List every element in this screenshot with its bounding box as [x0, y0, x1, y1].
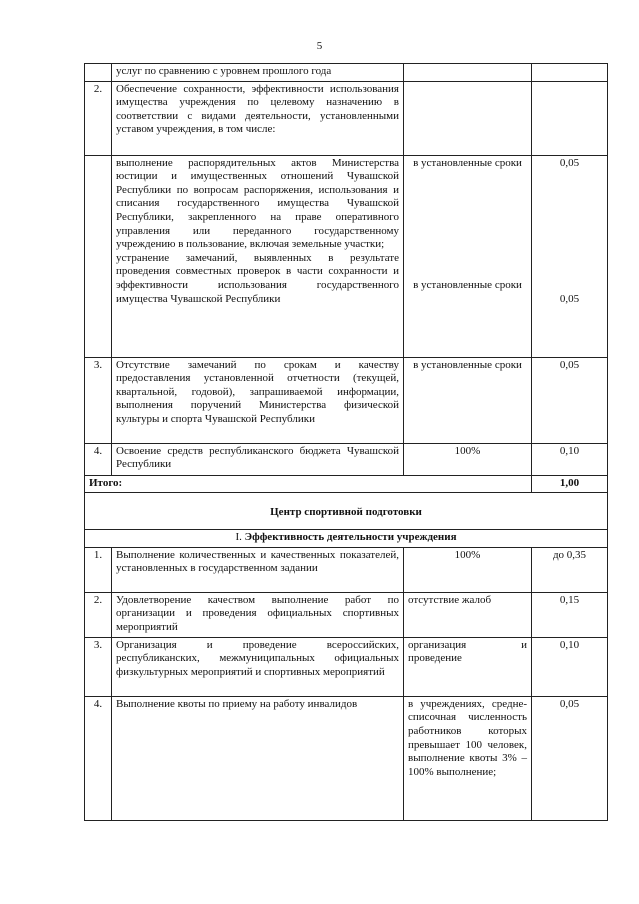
- weight-value: 0,05: [559, 156, 580, 169]
- indicator-text: Удовлетворение качеством выполнение работ по организации и проведения официальных спортивных мероприятий: [112, 592, 404, 637]
- row-number: 2.: [85, 592, 112, 637]
- indicator-text: Отсутствие замечаний по срокам и качеству предоставления установленной отчетности (текущей, квартальной, годовой), запрашиваемой информации, выполнения поручений Министерства физической культуры и спорта Чувашской Республики: [112, 357, 404, 443]
- criterion-text: в установленные сроки: [413, 156, 522, 169]
- row-number: 4.: [85, 443, 112, 475]
- table-row: [85, 637, 608, 696]
- criteria-table: [84, 63, 608, 821]
- table-row: [85, 357, 608, 443]
- table-row: [85, 81, 608, 155]
- weight-cell: [532, 155, 608, 357]
- weight-value: [532, 64, 608, 82]
- table-row: [85, 155, 608, 357]
- table-row: [85, 547, 608, 592]
- criterion-text: 100%: [404, 547, 532, 592]
- indicator-text: Обеспечение сохранности, эффективности использования имущества учреждения по целевому назначению в соответствии с видами деятельности, установленными уставом учреждения, в том числе:: [112, 81, 404, 155]
- row-number: [85, 64, 112, 82]
- criterion-text: [404, 64, 532, 82]
- weight-value: до 0,35: [532, 547, 608, 592]
- criterion-cell: [404, 155, 532, 357]
- section-prefix: I.: [235, 531, 245, 544]
- section-header-row: [85, 530, 608, 548]
- row-number: 3.: [85, 637, 112, 696]
- indicator-text: Выполнение количественных и качественных показателей, установленных в государственном задании: [112, 547, 404, 592]
- section-title: Эффективность деятельности учреждения: [244, 531, 457, 544]
- indicator-cell: [112, 155, 404, 357]
- weight-value: 0,05: [532, 357, 608, 443]
- row-number: [85, 155, 112, 357]
- indicator-text: Освоение средств республиканского бюджета Чувашской Республики: [112, 443, 404, 475]
- row-number: 2.: [85, 81, 112, 155]
- criterion-text: организация и проведение: [404, 637, 532, 696]
- criterion-text: 100%: [404, 443, 532, 475]
- row-number: 3.: [85, 357, 112, 443]
- sub-indicator-text: выполнение распорядительных актов Министерства юстиции и имущественных отношений Чувашской Республики по вопросам распоряжения, использования и списания государственного имущества Чувашской Республики, закрепленного на праве оперативного управления или переданного государственному учреждению в пользование, включая земельные участки;: [116, 156, 399, 251]
- indicator-text: Организация и проведение всероссийских, республиканских, межмуниципальных официальных физкультурных мероприятий и спортивных мероприятий: [112, 637, 404, 696]
- criterion-text: в учреждениях, средне-списочная численность работников которых превышает 100 человек, выполнение квоты 3% – 100% выполнение;: [404, 696, 532, 820]
- criterion-text: [404, 81, 532, 155]
- criterion-text: отсутствие жалоб: [404, 592, 532, 637]
- total-row: [85, 475, 608, 493]
- institution-header-row: [85, 493, 608, 530]
- criterion-text: в установленные сроки: [413, 279, 522, 292]
- institution-title: Центр спортивной подготовки: [85, 493, 608, 530]
- weight-value: 0,05: [559, 293, 580, 306]
- weight-value: 0,05: [532, 696, 608, 820]
- weight-value: 0,10: [532, 443, 608, 475]
- criterion-text: в установленные сроки: [404, 357, 532, 443]
- sub-indicator-text: устранение замечаний, выявленных в результате проведения совместных проверок в части сохранности и эффективности использования государственного имущества Чувашской Республики: [116, 251, 399, 305]
- total-weight: 1,00: [532, 475, 608, 493]
- table-row: [85, 696, 608, 820]
- table-row: [85, 592, 608, 637]
- weight-value: 0,15: [532, 592, 608, 637]
- indicator-text: Выполнение квоты по приему на работу инвалидов: [112, 696, 404, 820]
- row-number: 4.: [85, 696, 112, 820]
- total-label: Итого:: [85, 475, 532, 493]
- row-number: 1.: [85, 547, 112, 592]
- weight-value: 0,10: [532, 637, 608, 696]
- page-number: 5: [316, 40, 323, 52]
- weight-value: [532, 81, 608, 155]
- indicator-text: услуг по сравнению с уровнем прошлого года: [112, 64, 404, 82]
- section-title-cell: [85, 530, 608, 548]
- table-row: [85, 64, 608, 82]
- table-row: [85, 443, 608, 475]
